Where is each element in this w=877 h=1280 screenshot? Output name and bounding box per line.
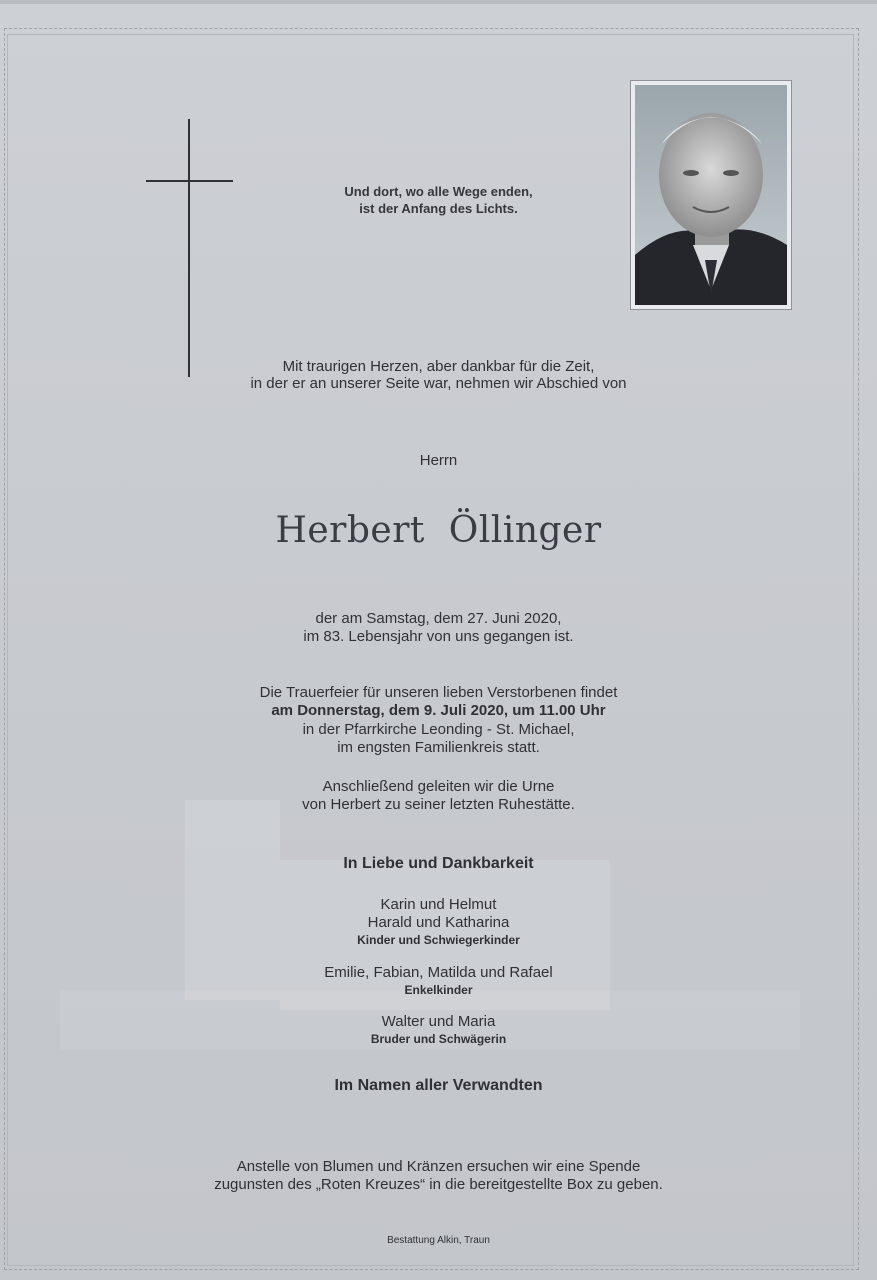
motto-line-2: ist der Anfang des Lichts. [359,201,518,216]
love-heading: In Liebe und Dankbarkeit [343,855,534,872]
death-line-2: im 83. Lebensjahr von uns gegangen ist. [303,628,574,645]
relation-siblings: Bruder und Schwägerin [370,1032,507,1046]
family-children-1: Karin und Helmut [380,896,497,913]
funeral-home-footer: Bestattung Alkin, Traun [387,1235,490,1246]
ceremony-date: am Donnerstag, dem 9. Juli 2020, um 11.00 Uhr [271,702,606,719]
donation-line-2: zugunsten des „Roten Kreuzes“ in die bereitgestellte Box zu geben. [214,1176,663,1193]
salutation: Herrn [419,452,458,469]
death-line-1: der am Samstag, dem 27. Juni 2020, [315,610,562,627]
ceremony-line-1: Die Trauerfeier für unseren lieben Verstorbenen findet [259,684,618,701]
relation-children: Kinder und Schwiegerkinder [357,933,520,947]
paper-top-edge [0,0,877,4]
family-children-2: Harald und Katharina [367,914,510,931]
ceremony-line-4: im engsten Familienkreis statt. [337,739,540,756]
ceremony-place: in der Pfarrkirche Leonding - St. Michael, [302,721,575,738]
portrait-photo [630,80,792,310]
deceased-name: Herbert Öllinger [275,510,602,551]
donation-line-1: Anstelle von Blumen und Kränzen ersuchen wir eine Spende [236,1158,641,1175]
family-grandchildren: Emilie, Fabian, Matilda und Rafael [324,964,553,981]
relatives-heading: Im Namen aller Verwandten [334,1077,543,1094]
relation-grandchildren: Enkelkinder [404,983,473,997]
cross-icon-horizontal [146,180,233,182]
motto-line-1: Und dort, wo alle Wege enden, [344,184,533,199]
cross-icon-vertical [188,119,190,377]
family-siblings: Walter und Maria [381,1013,496,1030]
urn-line-2: von Herbert zu seiner letzten Ruhestätte. [302,796,575,813]
intro-line-2: in der er an unserer Seite war, nehmen wir Abschied von [250,375,627,392]
intro-line-1: Mit traurigen Herzen, aber dankbar für die Zeit, [282,358,595,375]
portrait-image [635,85,787,305]
urn-line-1: Anschließend geleiten wir die Urne [322,778,555,795]
